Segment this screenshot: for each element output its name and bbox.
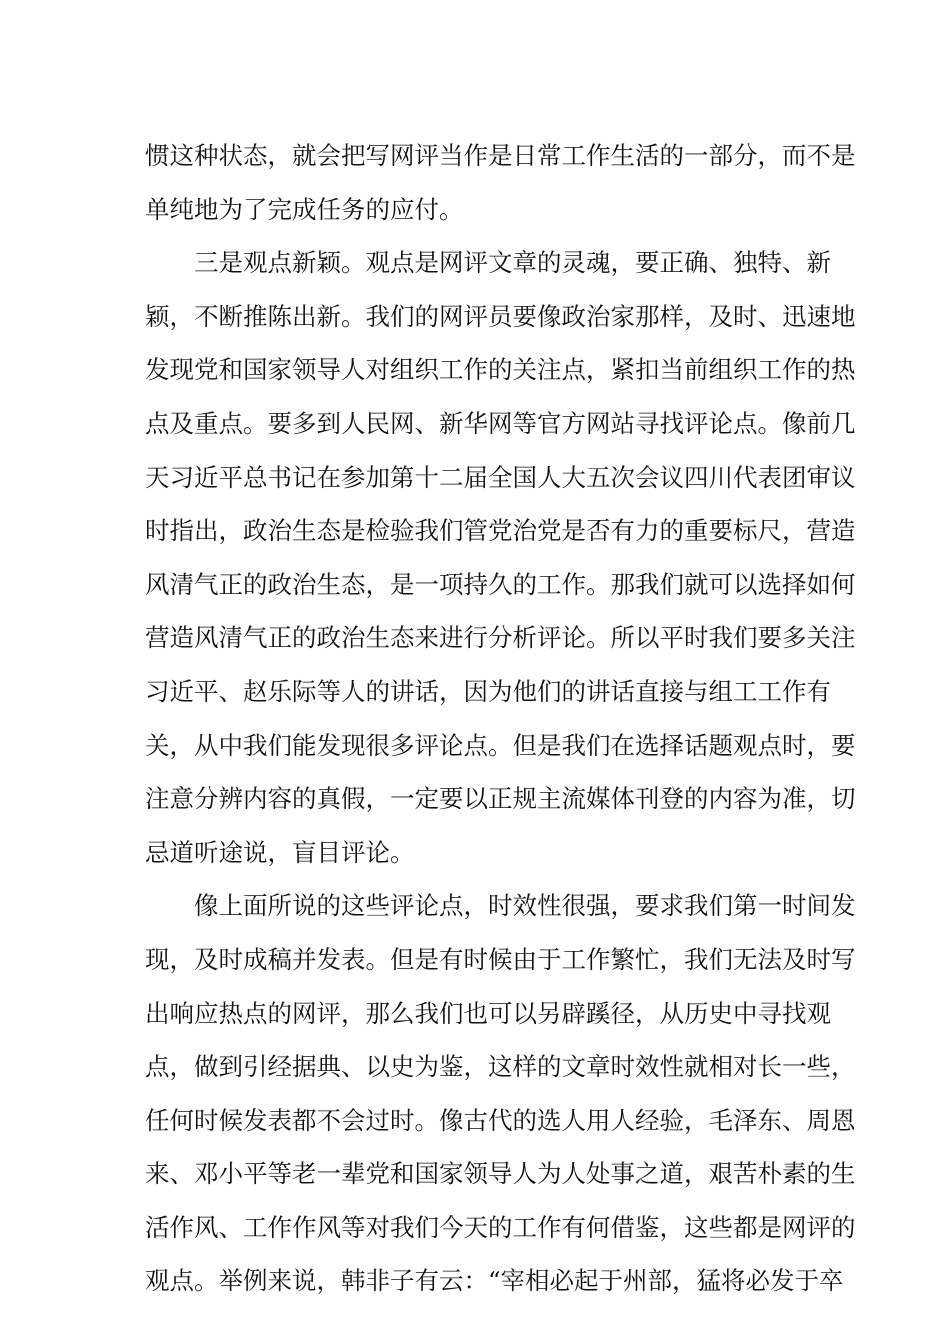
text-line: 忌道听途说，盲目评论。 bbox=[145, 837, 415, 867]
text-line: 出响应热点的网评，那么我们也可以另辟蹊径，从历史中寻找观 bbox=[145, 998, 831, 1028]
text-line: 像上面所说的这些评论点，时效性很强，要求我们第一时间发 bbox=[194, 891, 856, 921]
text-line: 现，及时成稿并发表。但是有时候由于工作繁忙，我们无法及时写 bbox=[145, 944, 856, 974]
text-line: 风清气正的政治生态，是一项持久的工作。那我们就可以选择如何 bbox=[145, 569, 856, 599]
text-line: 关，从中我们能发现很多评论点。但是我们在选择话题观点时，要 bbox=[145, 730, 856, 760]
text-line: 来、邓小平等老一辈党和国家领导人为人处事之道，艰苦朴素的生 bbox=[145, 1159, 856, 1189]
text-line: 观点。举例来说，韩非子有云：“宰相必起于州部，猛将必发于卒 bbox=[145, 1266, 844, 1296]
text-line: 任何时候发表都不会过时。像古代的选人用人经验，毛泽东、周恩 bbox=[145, 1105, 856, 1135]
text-line: 习近平、赵乐际等人的讲话，因为他们的讲话直接与组工工作有 bbox=[145, 676, 831, 706]
text-line: 时指出，政治生态是检验我们管党治党是否有力的重要标尺，营造 bbox=[145, 516, 856, 546]
document-body bbox=[145, 129, 856, 1308]
text-line: 三是观点新颖。观点是网评文章的灵魂，要正确、独特、新 bbox=[194, 248, 831, 278]
text-line: 天习近平总书记在参加第十二届全国人大五次会议四川代表团审议 bbox=[145, 462, 856, 492]
text-line: 活作风、工作作风等对我们今天的工作有何借鉴，这些都是网评的 bbox=[145, 1212, 856, 1242]
text-line: 点，做到引经据典、以史为鉴，这样的文章时效性就相对长一些， bbox=[145, 1052, 856, 1082]
text-line: 颖，不断推陈出新。我们的网评员要像政治家那样，及时、迅速地 bbox=[145, 301, 856, 331]
text-line: 营造风清气正的政治生态来进行分析评论。所以平时我们要多关注 bbox=[145, 623, 856, 653]
text-line: 发现党和国家领导人对组织工作的关注点，紧扣当前组织工作的热 bbox=[145, 355, 856, 385]
text-line: 注意分辨内容的真假，一定要以正规主流媒体刊登的内容为准，切 bbox=[145, 784, 856, 814]
text-line: 单纯地为了完成任务的应付。 bbox=[145, 194, 464, 224]
text-line: 惯这种状态，就会把写网评当作是日常工作生活的一部分，而不是 bbox=[145, 141, 856, 170]
text-line: 点及重点。要多到人民网、新华网等官方网站寻找评论点。像前几 bbox=[145, 408, 856, 438]
